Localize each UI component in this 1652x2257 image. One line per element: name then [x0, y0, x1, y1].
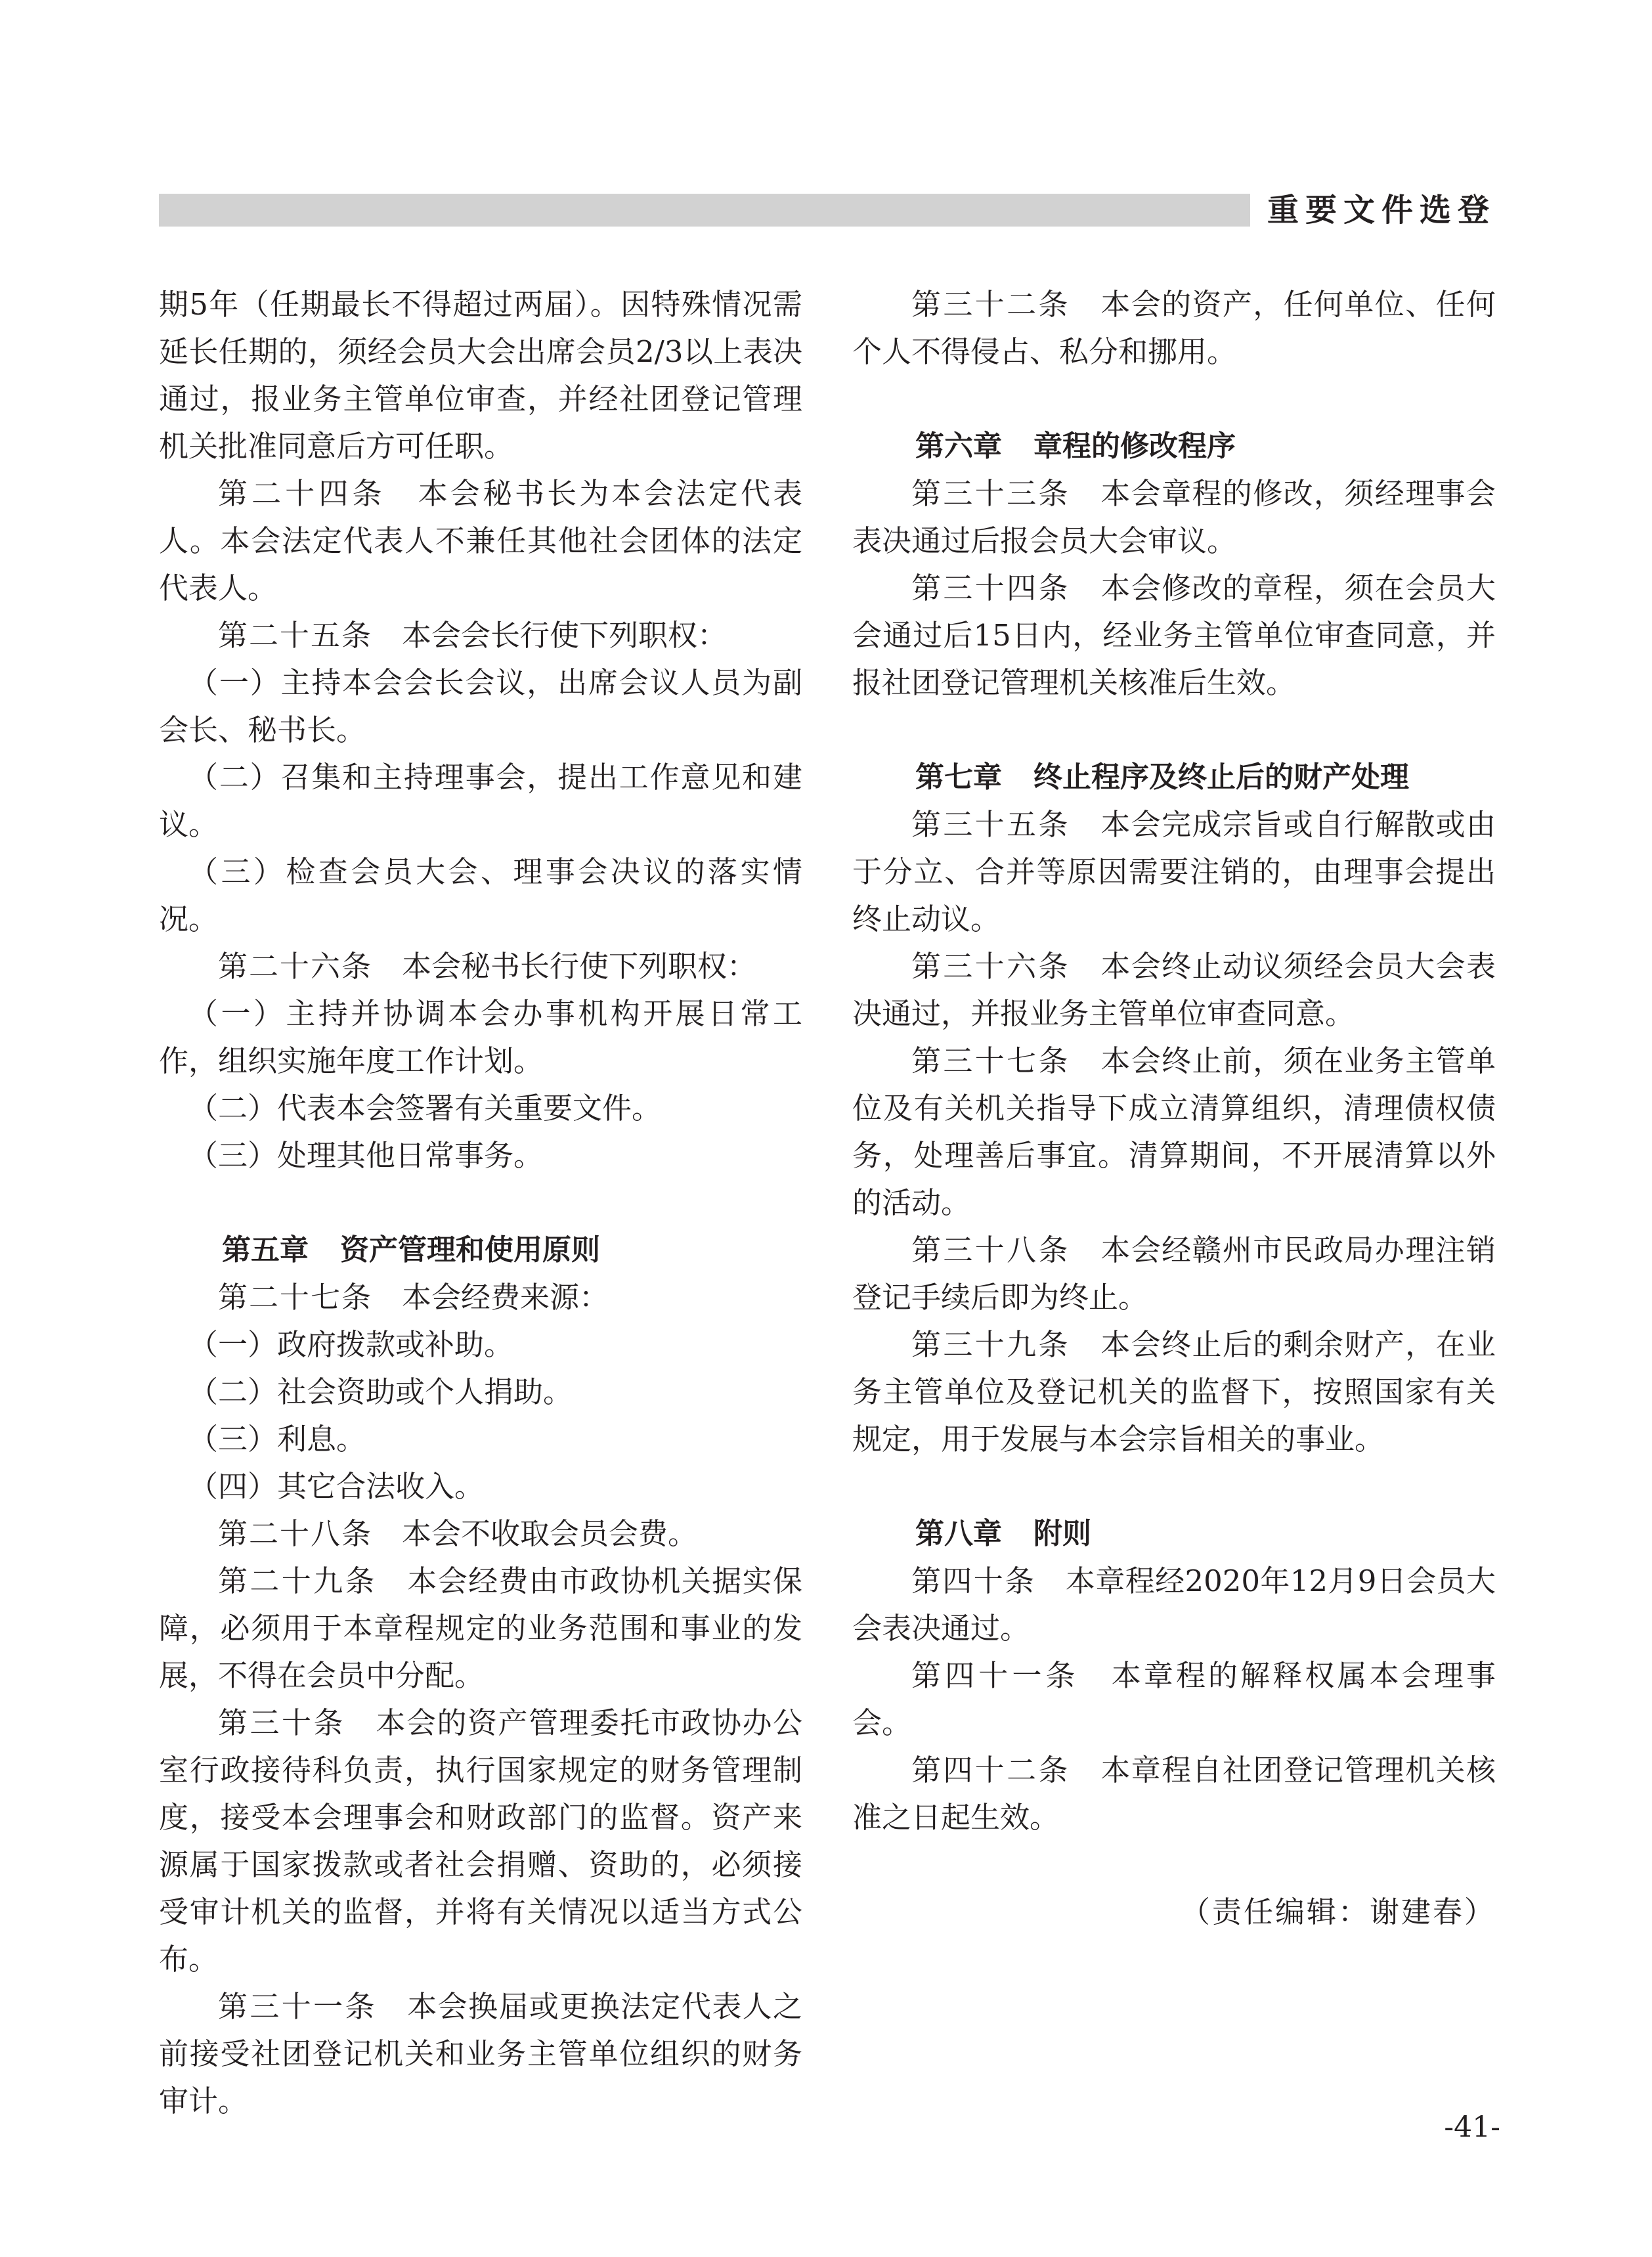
chapter-heading	[159, 1227, 802, 1274]
article-text: 本会终止动议须经会员大会表决通过，并报业务主管单位审查同意。	[852, 949, 1496, 1031]
chapter-number: 第八章	[915, 1517, 1002, 1550]
paragraph	[159, 281, 802, 470]
list-item-text: （二）社会资助或个人捐助。	[188, 1374, 573, 1409]
chapter-heading	[852, 423, 1496, 470]
article-number: 第三十七条	[911, 1043, 1070, 1078]
article-paragraph	[852, 1558, 1496, 1652]
list-item-text: （三）利息。	[188, 1422, 366, 1457]
article-paragraph	[852, 1321, 1496, 1463]
article-number: 第四十一条	[911, 1658, 1079, 1693]
chapter-number: 第六章	[915, 429, 1002, 463]
list-item	[159, 848, 802, 943]
article-number: 第三十六条	[911, 949, 1070, 984]
chapter-title: 附则	[1033, 1517, 1091, 1550]
article-paragraph	[159, 1558, 802, 1699]
chapter-title: 终止程序及终止后的财产处理	[1033, 760, 1409, 794]
chapter-number: 第五章	[222, 1233, 309, 1267]
article-paragraph	[852, 565, 1496, 707]
article-paragraph	[852, 1747, 1496, 1841]
spacer	[159, 1179, 802, 1227]
list-item-text: （一）政府拨款或补助。	[188, 1327, 514, 1362]
article-text: 本会不收取会员会费。	[402, 1516, 698, 1551]
article-number: 第三十五条	[911, 807, 1070, 842]
article-number: 第三十一条	[218, 1989, 377, 2024]
article-text: 本会的资产管理委托市政协办公室行政接待科负责，执行国家规定的财务管理制度，接受本会理事会和财政部门的监督。资产来源属于国家拨款或者社会捐赠、资助的，必须接受审计机关的监督，并将有关情况以适当方式公布。	[159, 1705, 802, 1977]
left-column	[159, 281, 802, 2125]
section-title: 重要文件选登	[1267, 192, 1496, 229]
list-item	[159, 1369, 802, 1416]
article-text: 本会秘书长行使下列职权：	[402, 949, 757, 984]
list-item-text: （四）其它合法收入。	[188, 1469, 485, 1504]
article-number: 第四十二条	[911, 1753, 1070, 1787]
article-paragraph	[852, 1038, 1496, 1227]
article-number: 第四十条	[911, 1564, 1036, 1598]
article-text: 本会终止后的剩余财产，在业务主管单位及登记机关的监督下，按照国家有关规定，用于发展与本会宗旨相关的事业。	[852, 1327, 1496, 1457]
chapter-title: 资产管理和使用原则	[340, 1233, 600, 1267]
list-item	[159, 990, 802, 1085]
article-number: 第二十八条	[218, 1516, 373, 1551]
article-paragraph	[852, 1227, 1496, 1321]
list-item	[159, 1321, 802, 1369]
article-text: 本会修改的章程，须在会员大会通过后15日内，经业务主管单位审查同意，并报社团登记管理机关核准后生效。	[852, 571, 1496, 700]
article-text: 本会经费来源：	[402, 1280, 609, 1315]
list-item	[159, 1132, 802, 1179]
list-item	[159, 659, 802, 754]
article-paragraph	[852, 281, 1496, 376]
article-number: 第三十条	[218, 1705, 345, 1740]
article-paragraph	[159, 943, 802, 990]
spacer	[852, 1463, 1496, 1510]
right-column	[852, 281, 1496, 1936]
article-text: 本会完成宗旨或自行解散或由于分立、合并等原因需要注销的，由理事会提出终止动议。	[852, 807, 1496, 936]
list-item	[159, 1416, 802, 1463]
list-item-text: （三）检查会员大会、理事会决议的落实情况。	[159, 854, 802, 936]
article-text: 本会的资产，任何单位、任何个人不得侵占、私分和挪用。	[852, 287, 1496, 369]
spacer	[852, 707, 1496, 754]
article-number: 第二十九条	[218, 1564, 377, 1598]
list-item-text: （一）主持本会会长会议，出席会议人员为副会长、秘书长。	[159, 665, 802, 747]
chapter-heading	[852, 754, 1496, 801]
article-number: 第三十二条	[911, 287, 1070, 322]
article-number: 第二十五条	[218, 618, 373, 653]
article-text: 本会会长行使下列职权：	[402, 618, 728, 653]
chapter-heading	[852, 1510, 1496, 1558]
list-item-text: （一）主持并协调本会办事机构开展日常工作，组织实施年度工作计划。	[159, 996, 802, 1078]
article-number: 第三十九条	[911, 1327, 1070, 1362]
article-number: 第二十七条	[218, 1280, 373, 1315]
list-item	[159, 1463, 802, 1510]
chapter-number: 第七章	[915, 760, 1002, 794]
article-paragraph	[852, 1652, 1496, 1747]
article-paragraph	[852, 943, 1496, 1038]
article-text: 本章程的解释权属本会理事会。	[852, 1658, 1496, 1740]
chapter-title: 章程的修改程序	[1033, 429, 1236, 463]
article-text: 本章程经2020年12月9日会员大会表决通过。	[852, 1564, 1496, 1646]
paragraph-text: 期5年（任期最长不得超过两届）。因特殊情况需延长任期的，须经会员大会出席会员2/3以上表决通过，报业务主管单位审查，并经社团登记管理机关批准同意后方可任职。	[159, 287, 802, 464]
article-paragraph	[159, 1510, 802, 1558]
list-item	[159, 1085, 802, 1132]
article-paragraph	[852, 801, 1496, 943]
page-number: -41-	[1444, 2111, 1500, 2144]
article-paragraph	[159, 1274, 802, 1321]
list-item	[159, 754, 802, 848]
article-paragraph	[159, 1983, 802, 2125]
article-text: 本会秘书长为本会法定代表人。本会法定代表人不兼任其他社会团体的法定代表人。	[159, 476, 802, 605]
article-text: 本会换届或更换法定代表人之前接受社团登记机关和业务主管单位组织的财务审计。	[159, 1989, 802, 2118]
article-paragraph	[852, 470, 1496, 565]
editor-note: （责任编辑：谢建春）	[1180, 1895, 1496, 1929]
article-text: 本会经费由市政协机关据实保障，必须用于本章程规定的业务范围和事业的发展，不得在会员中分配。	[159, 1564, 802, 1693]
list-item-text: （二）召集和主持理事会，提出工作意见和建议。	[159, 760, 802, 842]
article-text: 本会经赣州市民政局办理注销登记手续后即为终止。	[852, 1233, 1496, 1315]
spacer	[852, 376, 1496, 423]
list-item-text: （二）代表本会签署有关重要文件。	[188, 1091, 662, 1126]
article-number: 第三十四条	[911, 571, 1070, 605]
article-paragraph	[159, 612, 802, 659]
article-text: 本会章程的修改，须经理事会表决通过后报会员大会审议。	[852, 476, 1496, 558]
article-number: 第二十六条	[218, 949, 373, 984]
article-text: 本会终止前，须在业务主管单位及有关机关指导下成立清算组织，清理债权债务，处理善后事宜。清算期间，不开展清算以外的活动。	[852, 1043, 1496, 1220]
article-paragraph	[159, 1699, 802, 1983]
article-number: 第二十四条	[218, 476, 386, 511]
spacer	[852, 1841, 1496, 1889]
header-bar	[159, 194, 1250, 227]
article-paragraph	[159, 470, 802, 612]
list-item-text: （三）处理其他日常事务。	[188, 1138, 544, 1173]
article-number: 第三十三条	[911, 476, 1070, 511]
article-text: 本章程自社团登记管理机关核准之日起生效。	[852, 1753, 1496, 1835]
article-number: 第三十八条	[911, 1233, 1070, 1267]
